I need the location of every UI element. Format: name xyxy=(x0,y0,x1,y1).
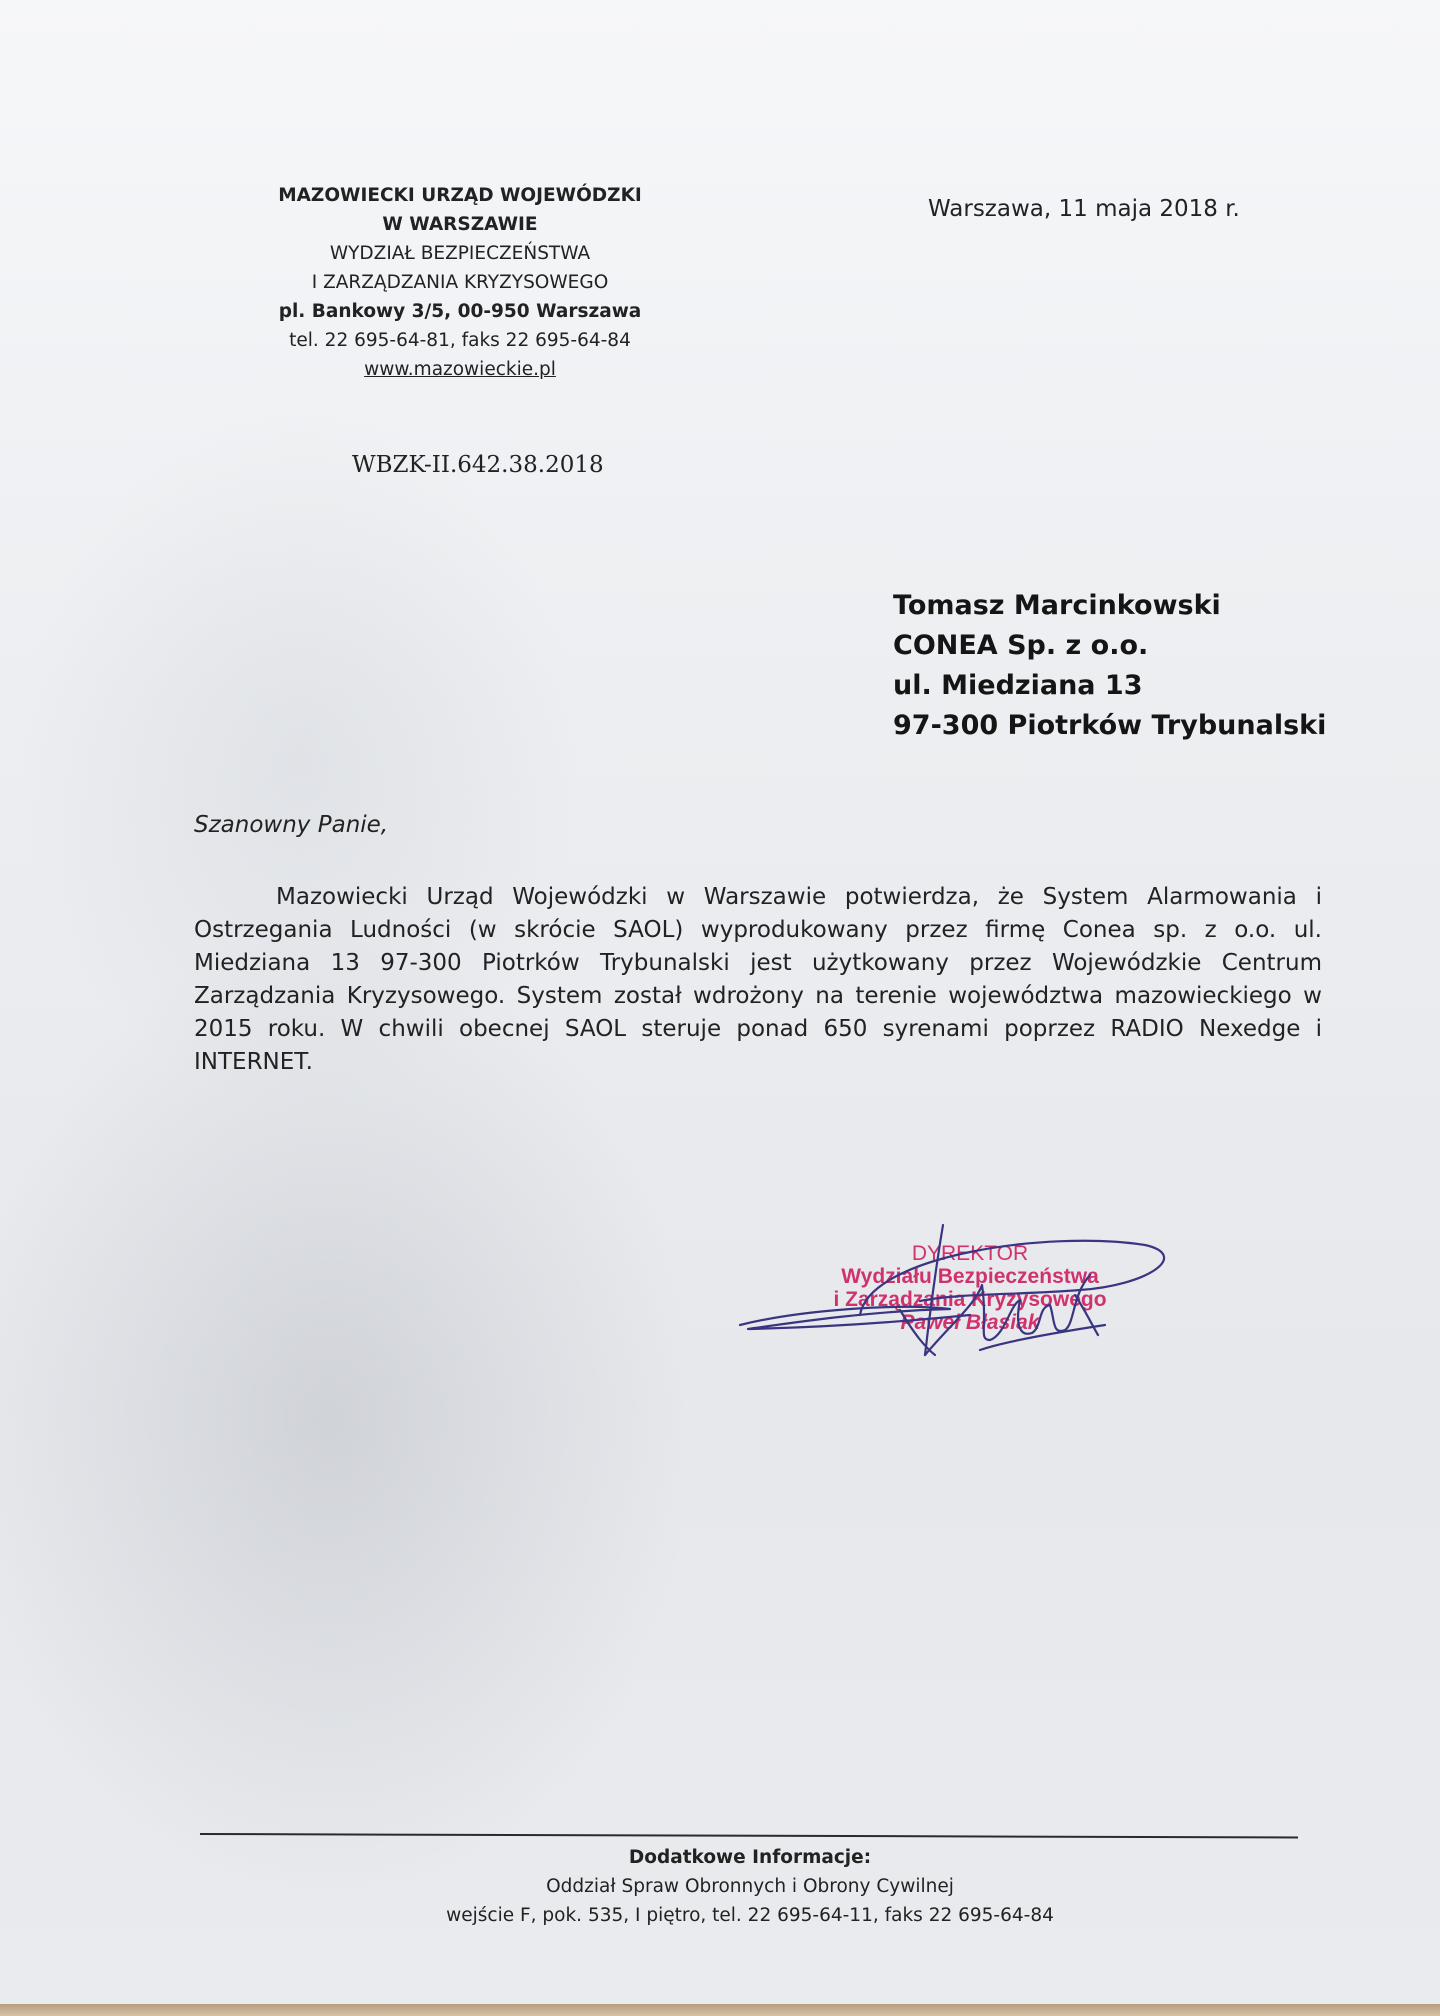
footer-heading: Dodatkowe Informacje: xyxy=(628,1847,872,1868)
footer-contact: wejście F, pok. 535, I piętro, tel. 22 695-64-11, faks 22 695-64-84 xyxy=(446,1905,1054,1926)
addressee-name: Tomasz Marcinkowski xyxy=(893,590,1221,621)
footer xyxy=(420,1843,1080,1930)
letterhead-department: WYDZIAŁ BEZPIECZEŃSTWA xyxy=(329,243,591,264)
reference-number: WBZK-II.642.38.2018 xyxy=(352,452,604,478)
letterhead-address: pl. Bankowy 3/5, 00-950 Warszawa xyxy=(278,301,642,322)
stamp-department: Wydziału Bezpieczeństwa xyxy=(841,1265,1099,1288)
salutation: Szanowny Panie, xyxy=(194,812,389,838)
addressee-street: ul. Miedziana 13 xyxy=(893,670,1143,701)
table-surface xyxy=(0,2004,1440,2016)
letterhead-department-2: I ZARZĄDZANIA KRYZYSOWEGO xyxy=(311,272,609,293)
stamp-department-2: i Zarządzania Kryzysowego xyxy=(833,1288,1107,1311)
addressee-company: CONEA Sp. z o.o. xyxy=(893,630,1149,661)
letterhead-phone: tel. 22 695-64-81, faks 22 695-64-84 xyxy=(289,330,631,351)
letter-body: Mazowiecki Urząd Wojewódzki w Warszawie potwierdza, że System Alarmowania i Ostrzegania Ludności (w skrócie SAOL) wyprodukowany przez firmę Conea sp. z o.o. ul. Miedziana 13 97-300 Piotrków Trybunalski jest użytkowany przez Wojewódzkie Centrum Zarządzania Kryzysowego. System został wdrożony na terenie województwa mazowieckiego w 2015 roku. W chwili obecnej SAOL steruje ponad 650 syrenami poprzez RADIO Nexedge i INTERNET. xyxy=(194,884,1322,1075)
letterhead-city: W WARSZAWIE xyxy=(382,214,538,235)
stamp-title: DYREKTOR xyxy=(911,1242,1029,1265)
letterhead-office: MAZOWIECKI URZĄD WOJEWÓDZKI xyxy=(278,185,642,206)
letterhead-website: www.mazowieckie.pl xyxy=(364,359,556,380)
addressee-city: 97-300 Piotrków Trybunalski xyxy=(893,710,1327,741)
letter-date: Warszawa, 11 maja 2018 r. xyxy=(928,196,1240,222)
stamp-name: Paweł Błasiak xyxy=(900,1311,1040,1334)
addressee-block xyxy=(893,586,1326,746)
letterhead xyxy=(260,181,660,384)
footer-department: Oddział Spraw Obronnych i Obrony Cywilnej xyxy=(546,1876,954,1897)
footer-divider xyxy=(200,1833,1298,1838)
handwritten-signature xyxy=(720,1215,1180,1385)
